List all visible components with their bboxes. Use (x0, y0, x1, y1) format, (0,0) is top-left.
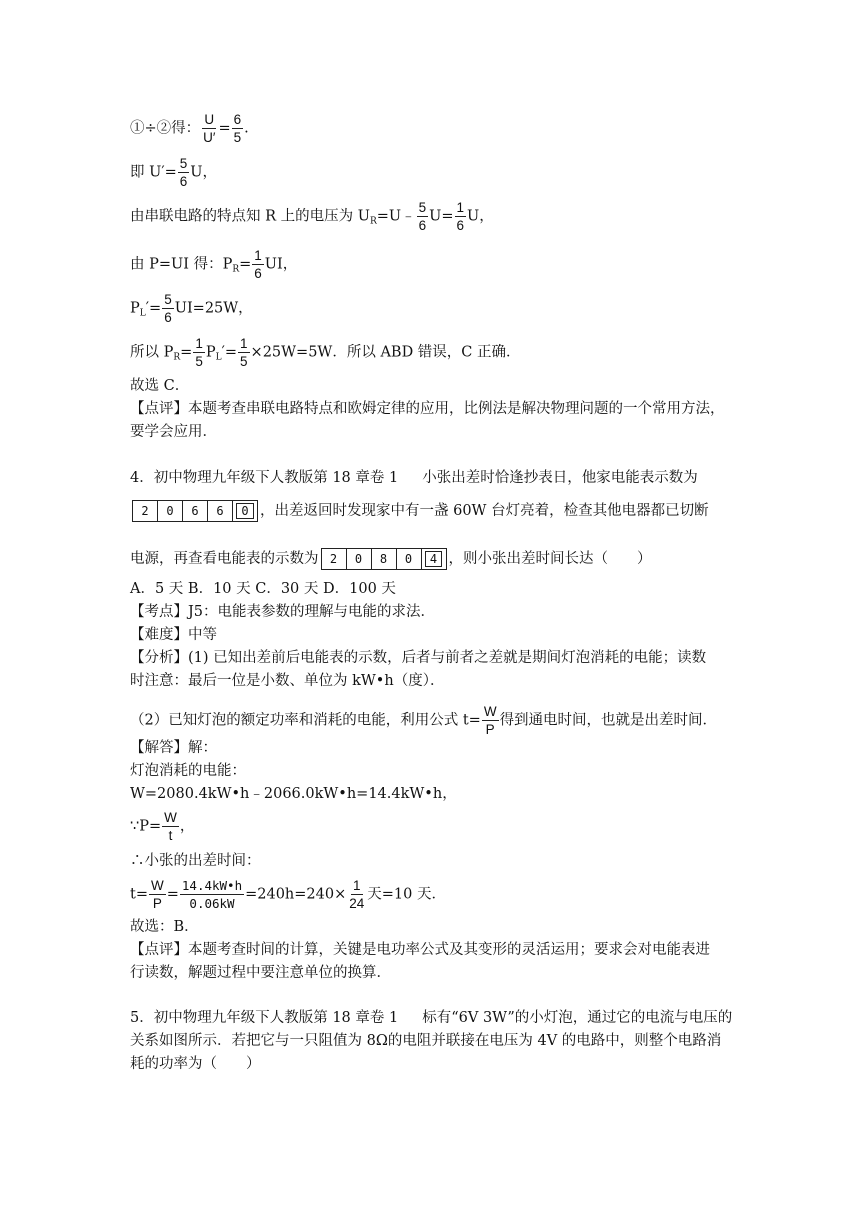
meter-digit-value: 2 (141, 504, 149, 518)
meter-digit (233, 501, 257, 521)
text: ∵P= (130, 818, 162, 835)
text: U= (429, 208, 454, 225)
q4-number-source: 4．初中物理九年级下人教版第 18 章卷 1 (130, 470, 399, 486)
text: =U﹣ (376, 208, 416, 225)
text: =240h=240× (245, 886, 347, 903)
meter-digit (422, 549, 446, 569)
text: P (130, 300, 140, 317)
numerator: U (204, 112, 215, 127)
meter-digit-value: 6 (216, 504, 224, 518)
text: 5．初中物理九年级下人教版第 18 章卷 1 (130, 1010, 399, 1026)
text: 小张出差时恰逢抄表日，他家电能表示数为 (422, 470, 698, 486)
meter-digit (347, 549, 372, 569)
meter-digit-value: 0 (354, 552, 363, 566)
text: U， (467, 208, 494, 225)
text: 由 P=UI 得：P (130, 256, 233, 273)
energy-meter-after (321, 548, 447, 570)
meter-digit-value: 8 (379, 552, 388, 566)
subscript: L (215, 352, 222, 363)
numerator: W (483, 704, 497, 719)
numerator: 1 (254, 248, 262, 263)
q4-fenxi-3 (130, 704, 717, 737)
q4-stem-line-2 (130, 500, 709, 522)
denominator: 6 (254, 266, 262, 281)
q4-stem-line-1 (130, 469, 698, 487)
derivation-line-2 (130, 156, 217, 189)
text: = (218, 120, 231, 137)
denominator: 24 (349, 896, 365, 911)
comment-line-2: 要学会应用． (130, 424, 217, 440)
q4-solution-1: 灯泡消耗的电能： (130, 763, 246, 779)
subscript: R (369, 216, 377, 227)
fraction (201, 112, 217, 145)
q5-stem-line-2: 关系如图所示．若把它与一只阻值为 8Ω的电阻并联接在电压为 4V 的电路中，则整个电路消 (130, 1033, 722, 1049)
meter-digit (183, 501, 208, 521)
meter-digit (322, 549, 347, 569)
comment-line-1: 【点评】本题考查串联电路特点和欧姆定律的应用，比例法是解决物理问题的一个常用方法， (130, 401, 725, 417)
fraction (178, 156, 190, 189)
fraction (232, 112, 244, 145)
denominator: P (485, 722, 495, 737)
meter-digit (372, 549, 397, 569)
q4-comment-1: 【点评】本题考查时间的计算，关键是电功率公式及其变形的灵活运用；要求会对电能表进 (130, 942, 710, 958)
meter-digit-value: 6 (191, 504, 199, 518)
q4-options: A．5 天 B．10 天 C．30 天 D．100 天 (130, 581, 396, 597)
subscript: R (232, 264, 240, 275)
q4-jieda: 【解答】解： (130, 740, 217, 756)
text: 电源，再查看电能表的示数为 (130, 551, 319, 567)
fraction (149, 878, 166, 911)
meter-digit (397, 549, 422, 569)
meter-digit (208, 501, 233, 521)
derivation-line-5 (130, 292, 253, 325)
q4-solution-5 (130, 878, 446, 911)
fraction (347, 878, 366, 911)
fraction (482, 704, 499, 737)
text: 即 U′= (130, 164, 177, 181)
subscript: R (173, 352, 181, 363)
numerator: 6 (233, 112, 242, 127)
q5-stem-line-3: 耗的功率为（ ） (130, 1056, 261, 1072)
numerator: W (150, 878, 164, 893)
fraction (238, 336, 250, 369)
text: ，则小张出差时间长达（ ） (448, 551, 652, 567)
q4-stem-line-3 (130, 548, 652, 570)
q4-solution-2: W=2080.4kW•h﹣2066.0kW•h=14.4kW•h， (130, 786, 457, 802)
derivation-line-4 (130, 248, 297, 281)
denominator: 6 (418, 218, 427, 233)
text: ， (179, 818, 195, 835)
denominator: 5 (240, 354, 248, 369)
denominator: P (152, 896, 162, 911)
text: ①÷②得： (130, 120, 201, 137)
derivation-line-3 (130, 200, 494, 233)
q4-kaodian: 【考点】J5：电能表参数的理解与电能的求法． (130, 604, 436, 620)
numerator: 1 (240, 336, 248, 351)
denominator: t (168, 828, 173, 843)
q4-nandu: 【难度】中等 (130, 627, 217, 643)
answer-line: 故选 C． (130, 378, 190, 394)
q4-solution-3 (130, 810, 194, 843)
text: UI=25W， (174, 300, 253, 317)
fraction (455, 200, 467, 233)
meter-digit-value: 0 (236, 503, 253, 519)
text: 得到通电时间，也就是出差时间． (499, 712, 718, 729)
fraction (162, 292, 174, 325)
q5-stem-line-1 (130, 1009, 732, 1027)
meter-digit-value: 0 (404, 552, 413, 566)
fraction (417, 200, 429, 233)
denominator: U′ (203, 130, 216, 145)
derivation-line-1 (130, 112, 249, 145)
q4-answer: 故选：B． (130, 919, 199, 935)
text: = (180, 344, 193, 361)
meter-digit (133, 501, 158, 521)
denominator: 6 (456, 218, 465, 233)
text: 天=10 天． (367, 886, 446, 903)
fraction (193, 336, 205, 369)
denominator: 6 (164, 310, 172, 325)
text: （2）已知灯泡的额定功率和消耗的电能，利用公式 t= (130, 712, 481, 729)
numerator: 14.4kW•h (181, 878, 243, 893)
text: UI， (264, 256, 298, 273)
denominator: 0.06kW (189, 896, 235, 911)
text: P (205, 344, 216, 361)
q4-fenxi-1: 【分析】(1) 已知出差前后电能表的示数，后者与前者之差就是期间灯泡消耗的电能；读数 (130, 650, 707, 666)
meter-digit (158, 501, 183, 521)
q4-comment-2: 行读数，解题过程中要注意单位的换算． (130, 965, 391, 981)
fraction (180, 878, 244, 911)
fraction (252, 248, 264, 281)
derivation-line-6 (130, 336, 521, 369)
text: 标有“6V 3W”的小灯泡，通过它的电流与电压的 (422, 1010, 733, 1026)
energy-meter-before (132, 500, 258, 522)
numerator: 5 (418, 200, 427, 215)
q4-fenxi-2: 时注意：最后一位是小数、单位为 kW•h（度）． (130, 673, 445, 689)
numerator: 1 (195, 336, 203, 351)
text: . (244, 120, 249, 137)
subscript: L (139, 308, 146, 319)
text: U， (190, 164, 218, 181)
numerator: 1 (353, 878, 361, 893)
fraction (162, 810, 179, 843)
text: 所以 P (130, 344, 174, 361)
text: = (166, 886, 179, 903)
meter-digit-value: 4 (425, 551, 442, 567)
numerator: 5 (164, 292, 172, 307)
numerator: 1 (456, 200, 465, 215)
text: ，出差返回时发现家中有一盏 60W 台灯亮着，检查其他电器都已切断 (260, 503, 709, 519)
meter-digit-value: 0 (166, 504, 174, 518)
text: = (239, 256, 252, 273)
text: ′= (221, 344, 238, 361)
meter-digit-value: 2 (329, 552, 338, 566)
denominator: 5 (233, 130, 242, 145)
numerator: W (164, 810, 177, 825)
text: ×25W=5W．所以 ABD 错误，C 正确． (250, 344, 521, 361)
text: 由串联电路的特点知 R 上的电压为 U (130, 208, 370, 225)
text: ′= (145, 300, 162, 317)
q4-solution-4: ∴小张的出差时间： (130, 853, 261, 869)
numerator: 5 (179, 156, 188, 171)
denominator: 5 (195, 354, 203, 369)
denominator: 6 (179, 174, 188, 189)
text: t= (130, 886, 148, 903)
